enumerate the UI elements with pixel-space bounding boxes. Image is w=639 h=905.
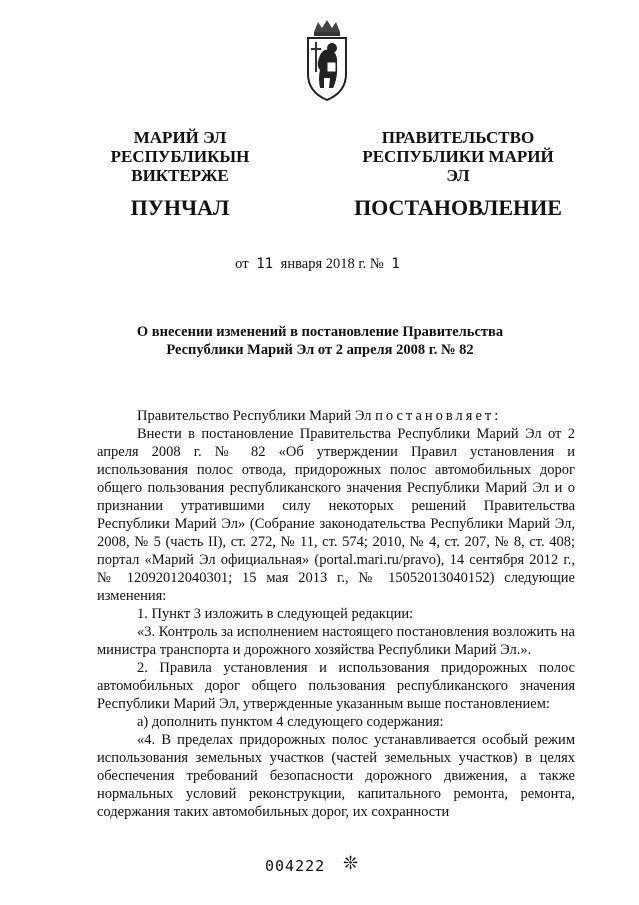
document-title (120, 323, 520, 359)
serial-number: 004222 (265, 857, 326, 875)
header-right-doc-type: ПОСТАНОВЛЕНИЕ (354, 195, 562, 220)
header-left-org-line1: МАРИЙ ЭЛ РЕСПУБЛИКЫН (110, 128, 250, 166)
paragraph-3: «3. Контроль за исполнением настоящего постановления возложить на министра транспорта и дорожного хозяйства Республики Марий Эл.». (97, 624, 575, 658)
date-prefix: от (235, 256, 249, 272)
date-line (0, 256, 639, 273)
serial-mark-icon: ❊ (343, 853, 359, 873)
header-left-doc-type: ПУНЧАЛ (130, 195, 230, 220)
header-left-org-line2: ВИКТЕРЖЕ (131, 166, 229, 185)
paragraph-5: а) дополнить пунктом 4 следующего содержания: (137, 714, 444, 730)
document-body (97, 407, 575, 821)
header-left-block (90, 128, 270, 221)
paragraph-4: 2. Правила установления и использования придорожных полос автомобильных дорог общего пользования республиканского значения Республики Марий Эл, утвержденные указанным выше постановлением: (97, 660, 575, 712)
header-right-org-line2: РЕСПУБЛИКИ МАРИЙ ЭЛ (362, 147, 554, 185)
date-month-year: января 2018 г. № (280, 256, 384, 272)
paragraph-6: «4. В пределах придорожных полос устанавливается особый режим использования земельных участков (частей земельных участков) в целях обеспечения требований безопасности дорожного движения, а также нормальных условий реконструкции, капитального ремонта, ремонта, содержания таких автомобильных дорог, их сохранности (97, 732, 575, 820)
paragraph-2: 1. Пункт 3 изложить в следующей редакции: (137, 606, 414, 622)
header-right-block (352, 128, 564, 221)
intro-text: Правительство Республики Марий Эл (137, 408, 376, 424)
header-right-org-line1: ПРАВИТЕЛЬСТВО (381, 128, 535, 147)
coat-of-arms-emblem (302, 18, 352, 104)
date-day: 11 (256, 256, 274, 272)
intro-paragraph (97, 407, 575, 425)
intro-enact-word: постановляет: (375, 408, 502, 424)
paragraph-1: Внести в постановление Правительства Республики Марий Эл от 2 апреля 2008 г. № 82 «Об утверждении Правил установления и использования полос отвода, придорожных полос автомобильных дорог общего пользования республиканского значения Республики Марий Эл и о признании утратившими силу некоторых решений Правительства Республики Марий Эл» (Собрание законодательства Республики Марий Эл, 2008, № 5 (часть II), ст. 272, № 11, ст. 574; 2010, № 4, ст. 207, № 8, ст. 408; портал «Марий Эл официальная» (portal.mari.ru/pravo), 14 сентября 2012 г., № 12092012040301; 15 мая 2013 г., № 15052013040152) следующие изменения: (97, 426, 575, 604)
title-line-2: Республики Марий Эл от 2 апреля 2008 г. № 82 (166, 342, 474, 358)
title-line-1: О внесении изменений в постановление Правительства (136, 324, 504, 340)
document-number: 1 (391, 256, 400, 272)
